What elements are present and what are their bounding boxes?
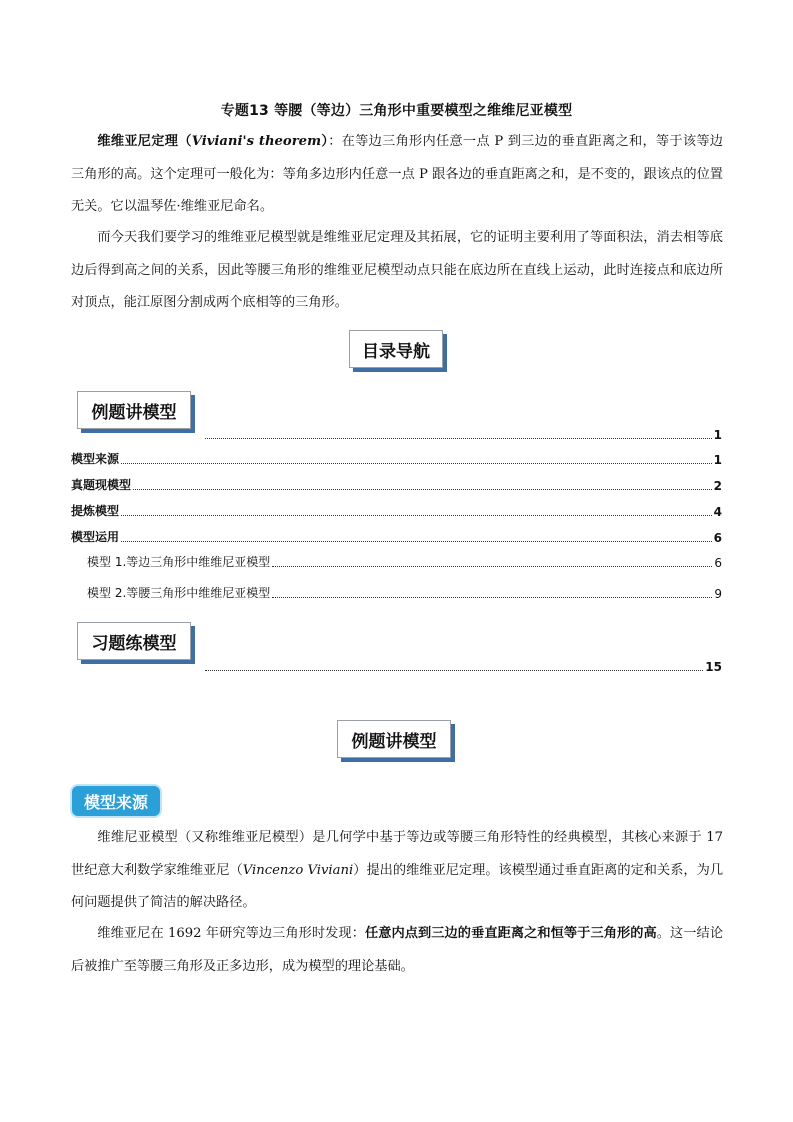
source-text-b: ）提出的维维亚尼定理。该模型通过垂直距离的定和关系，为几何问题提供了简洁的解决路径。 [71, 862, 724, 910]
toc-label: 真题现模型 [71, 478, 132, 492]
section-exercise-title: 习题练模型 [91, 633, 177, 654]
theorem-term-close: ） [321, 134, 329, 149]
toc-subentry[interactable] [71, 554, 722, 570]
toc-label: 模型来源 [71, 452, 120, 466]
toc-leader [272, 596, 712, 598]
toc-label: 模型运用 [71, 530, 120, 544]
source-paragraph-2 [71, 918, 723, 983]
toc-label: 提炼模型 [71, 504, 120, 518]
page-title: 专题13 等腰（等边）三角形中重要模型之维维尼亚模型 [220, 103, 573, 119]
toc-label: 模型 2.等腰三角形中维维尼亚模型 [87, 586, 271, 600]
toc-page: 2 [713, 479, 722, 493]
nav-title: 目录导航 [362, 341, 430, 362]
section-heading-box [337, 720, 451, 758]
toc-entry[interactable] [71, 658, 722, 674]
theorem-term-zh: 维维亚尼定理（ [97, 134, 192, 149]
model-source-badge: 模型来源 [72, 786, 160, 816]
source2-emphasis: 任意内点到三边的垂直距离之和恒等于三角形的高 [364, 926, 657, 941]
section-heading: 例题讲模型 [351, 731, 437, 752]
viviani-name: Vincenzo Viviani [242, 862, 354, 878]
toc-leader [205, 437, 712, 439]
toc-page: 15 [705, 660, 722, 674]
model-paragraph: 而今天我们要学习的维维亚尼模型就是维维亚尼定理及其拓展，它的证明主要利用了等面积法，消去相等底边后得到高之间的关系，因此等腰三角形的维维亚尼模型动点只能在底边所在直线上运动，此时连接点和底边所对顶点，能江原图分割成两个底相等的三角形。 [71, 230, 723, 310]
toc-page: 6 [714, 556, 722, 570]
theorem-term [97, 134, 328, 149]
toc-page: 6 [713, 531, 722, 545]
toc-leader [121, 462, 712, 464]
section-example-box[interactable] [77, 391, 191, 429]
section-exercise-box[interactable] [77, 622, 191, 660]
toc-entry[interactable] [71, 451, 722, 467]
source2-text-b: 。这一结论后被推广至等腰三角形及正多边形，成为模型的理论基础。 [71, 926, 724, 974]
toc-leader [133, 488, 712, 490]
source2-text-a: 维维亚尼在 1692 年研究等边三角形时发现： [97, 926, 365, 941]
toc-label: 模型 1.等边三角形中维维尼亚模型 [87, 555, 271, 569]
theorem-term-en: Viviani's theorem [191, 134, 322, 149]
toc-page: 9 [714, 587, 722, 601]
section-example-title: 例题讲模型 [91, 402, 177, 423]
toc-subentry[interactable] [71, 585, 722, 601]
source-text-a: 维维尼亚模型（又称维维亚尼模型）是几何学中基于等边或等腰三角形特性的经典模型，其核心来源于 17 世纪意大利数学家维维亚尼（ [71, 830, 723, 878]
nav-title-box [349, 330, 443, 368]
toc-page: 1 [713, 453, 722, 467]
toc-leader [121, 540, 712, 542]
toc-page: 1 [713, 428, 722, 442]
toc-entry[interactable] [71, 529, 722, 545]
intro-paragraph [71, 126, 723, 224]
theorem-text: ：在等边三角形内任意一点 P 到三边的垂直距离之和，等于该等边三角形的高。这个定理可一般化为：等角多边形内任意一点 P 跟各边的垂直距离之和，是不变的，跟该点的位置无关。它以温琴佐·维维亚尼命名。 [71, 134, 723, 214]
toc-leader [205, 669, 703, 671]
toc-leader [121, 514, 712, 516]
toc-page: 4 [713, 505, 722, 519]
toc-entry[interactable] [71, 503, 722, 519]
toc-entry[interactable] [71, 426, 722, 442]
toc-entry[interactable] [71, 477, 722, 493]
source-paragraph-1 [71, 822, 723, 920]
toc-leader [272, 565, 712, 567]
